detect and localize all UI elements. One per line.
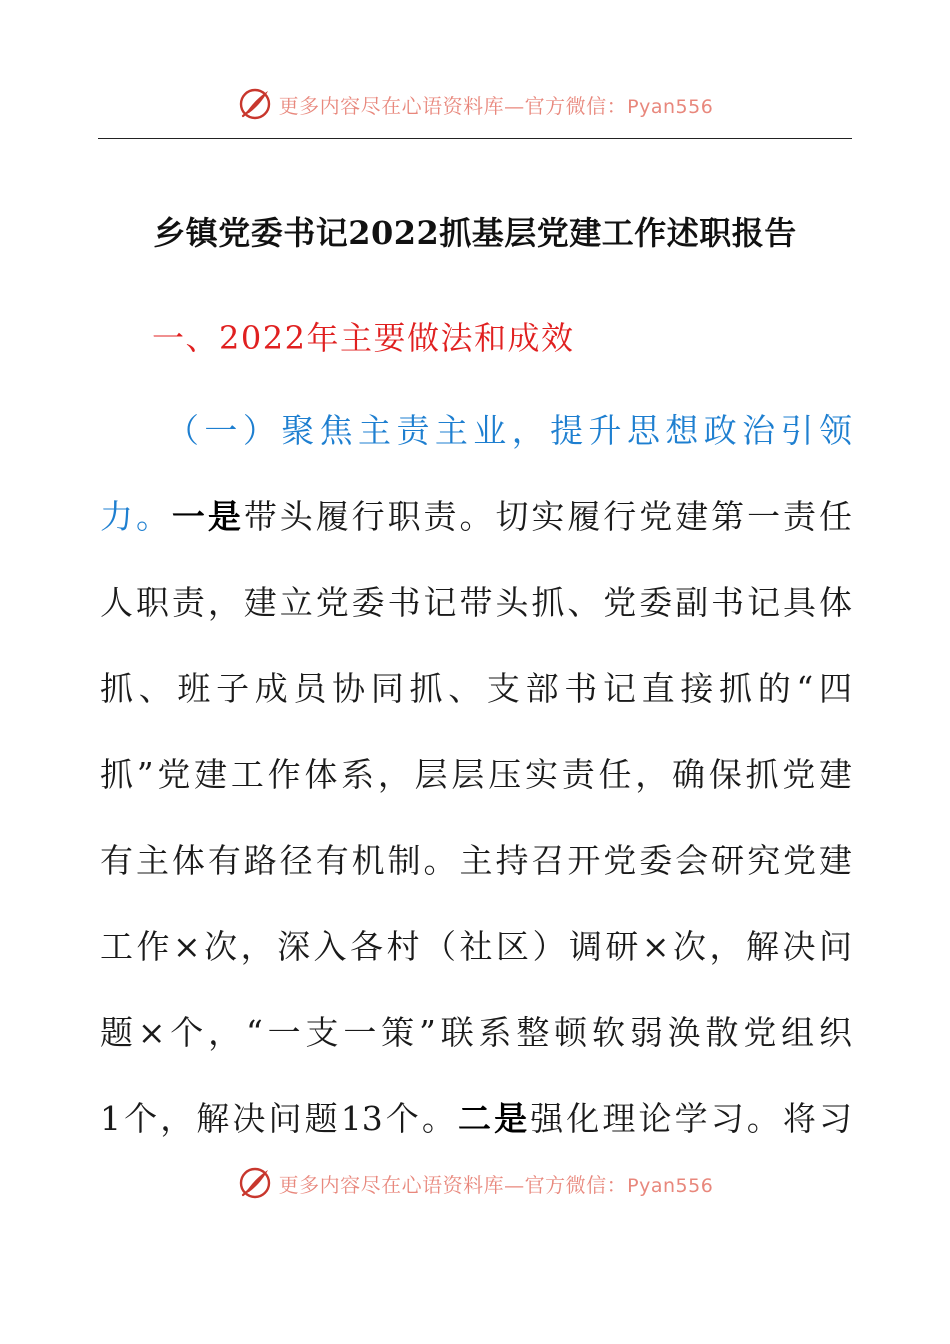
point-marker: 二是 [458,1099,531,1138]
header-rule [98,138,852,139]
line-text: 强化理论学习。将习 [530,1099,852,1138]
paragraph-line: 抓”党建工作体系，层层压实责任，确保抓党建 [100,755,852,794]
subheading-line: （一）聚焦主责主业，提升思想政治引领 [166,411,852,450]
paragraph-line [100,474,852,560]
watermark-text: 更多内容尽在心语资料库—官方微信：Pyan556 [278,1172,714,1197]
section-heading: 一、2022年主要做法和成效 [152,319,575,357]
paragraph-line: 人职责，建立党委书记带头抓、党委副书记具体 [100,583,852,622]
paragraph-line: 抓、班子成员协同抓、支部书记直接抓的“四 [100,669,852,708]
watermark-text: 更多内容尽在心语资料库—官方微信：Pyan556 [278,93,714,118]
watermark-header [0,84,950,124]
line-text: 1个，解决问题13个。 [100,1099,458,1138]
paragraph-line: 题×个，“一支一策”联系整顿软弱涣散党组织 [100,1013,852,1052]
watermark-footer [0,1163,950,1203]
wechat-id: Pyan556 [627,1174,714,1197]
body-text [100,388,852,1148]
paragraph-line [100,1076,852,1148]
line-text: 带头履行职责。切实履行党建第一责任 [243,497,852,536]
point-marker: 一是 [171,497,244,536]
subheading-tail: 力。 [100,497,172,536]
quill-logo-icon [237,86,273,122]
paragraph-line: 有主体有路径有机制。主持召开党委会研究党建 [100,841,852,880]
wechat-id: Pyan556 [627,95,714,118]
paragraph-line: 工作×次，深入各村（社区）调研×次，解决问 [100,927,852,966]
quill-logo-icon [237,1165,273,1201]
document-title: 乡镇党委书记2022抓基层党建工作述职报告 [153,214,797,252]
